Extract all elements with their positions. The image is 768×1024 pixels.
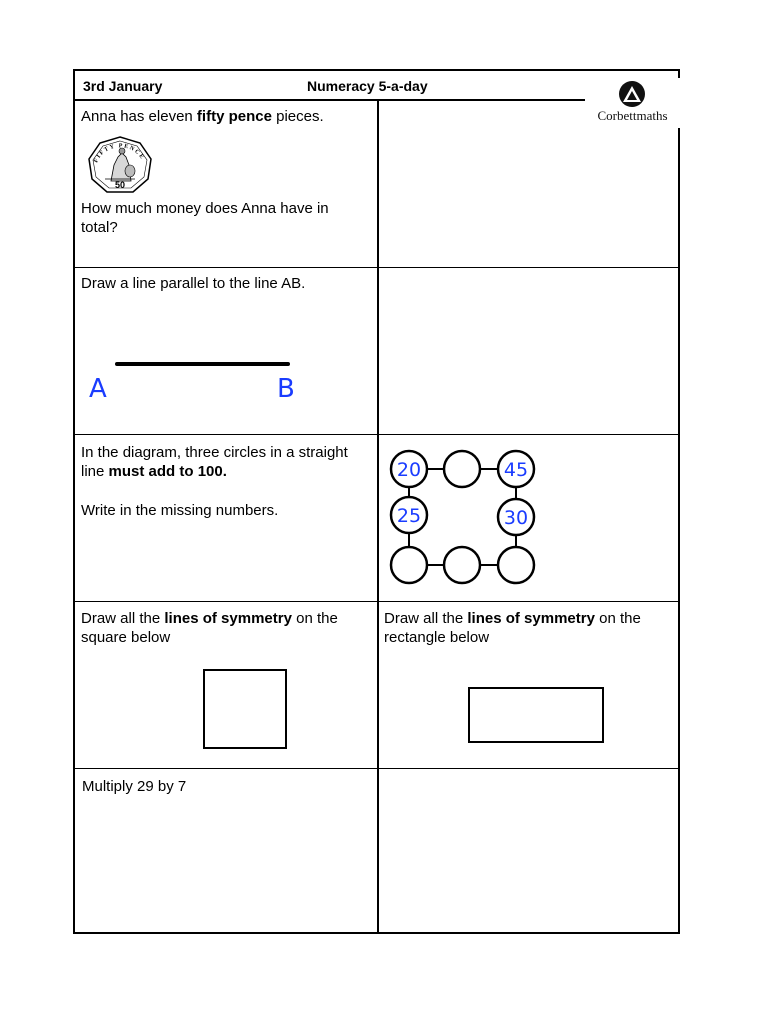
q5-text-end: on the: [594, 610, 641, 627]
brand-name: Corbettmaths: [597, 108, 668, 123]
puzzle-circle: [391, 547, 427, 583]
square-shape: [203, 669, 287, 749]
q1-intro-end: pieces.: [271, 108, 324, 125]
point-b-label: B: [277, 374, 295, 404]
puzzle-circle: [444, 547, 480, 583]
puzzle-number: 20: [396, 459, 422, 481]
row-divider: [75, 601, 678, 602]
question-5: [384, 609, 676, 764]
puzzle-number: 25: [396, 505, 422, 527]
worksheet: [73, 69, 680, 934]
rectangle-shape: [468, 687, 604, 743]
q4-line1: [81, 609, 338, 628]
q3-instruction: Write in the missing numbers.: [81, 502, 279, 519]
q3-line2: [81, 462, 227, 481]
q1-intro: [81, 107, 324, 126]
puzzle-circle: [498, 547, 534, 583]
q4-bold: lines of symmetry: [164, 610, 292, 627]
q4-line2: square below: [81, 629, 171, 646]
q6-instruction: Multiply 29 by 7: [82, 778, 187, 795]
line-ab-diagram: [87, 354, 327, 414]
row-divider: [75, 434, 678, 435]
coin-lettering: FIFTY PENCE: [93, 143, 146, 164]
q5-bold: lines of symmetry: [467, 610, 595, 627]
q3-line1: In the diagram, three circles in a straight: [81, 444, 348, 461]
date-label: 3rd January: [83, 78, 163, 94]
point-a-label: A: [89, 374, 107, 404]
row-divider: [75, 768, 678, 769]
coin-value: 50: [114, 180, 126, 190]
q5-line2: rectangle below: [384, 629, 490, 646]
q5-text: Draw all the: [384, 610, 468, 627]
row-divider: [75, 267, 678, 268]
question-4: [81, 609, 373, 764]
q5-line1: [384, 609, 641, 628]
q2-instruction: Draw a line parallel to the line AB.: [81, 275, 306, 292]
circle-square-puzzle: [383, 443, 543, 588]
q3-line2-text: line: [81, 463, 109, 480]
q1-intro-text: Anna has eleven: [81, 108, 197, 125]
worksheet-title: Numeracy 5-a-day: [307, 78, 428, 94]
q1-intro-bold: fifty pence: [196, 108, 272, 125]
q1-question: How much money does Anna have in total?: [81, 200, 329, 236]
question-2: [81, 274, 373, 434]
q4-text-end: on the: [291, 610, 338, 627]
q4-text: Draw all the: [81, 610, 165, 627]
question-3: [81, 443, 373, 598]
corbettmaths-logo: [585, 78, 680, 128]
puzzle-number: 45: [503, 459, 529, 481]
column-divider: [377, 101, 379, 934]
question-6: [82, 777, 374, 927]
fifty-pence-coin-icon: [85, 135, 155, 195]
question-1: [81, 107, 373, 267]
corbettmaths-logo-icon: [615, 80, 649, 110]
puzzle-circle: [444, 451, 480, 487]
puzzle-number: 30: [503, 507, 529, 529]
q3-line2-bold: must add to 100.: [108, 463, 227, 480]
